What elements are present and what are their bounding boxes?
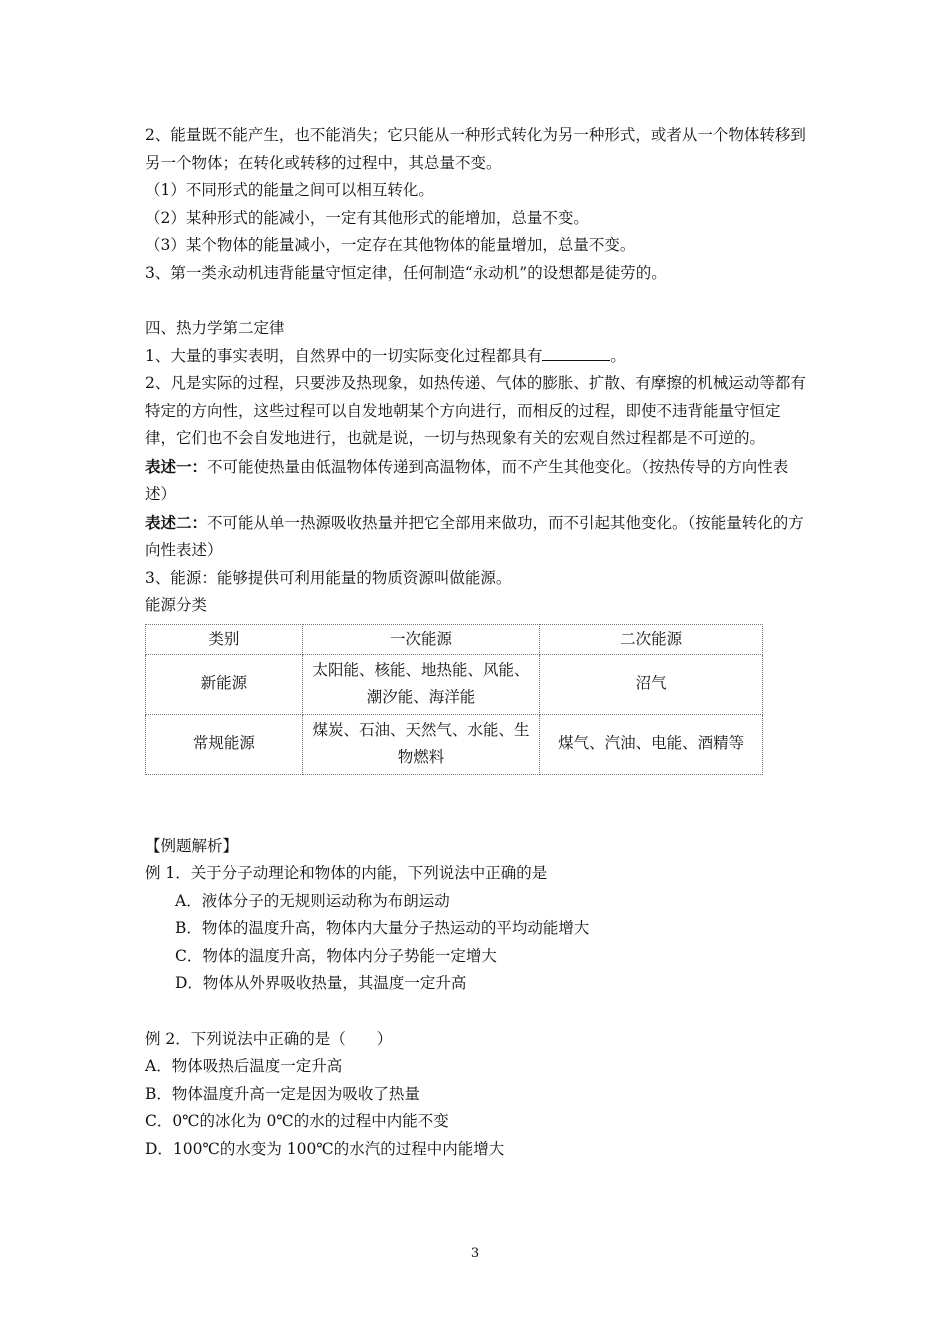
example-1-option-a: A．液体分子的无规则运动称为布朗运动 [175, 891, 450, 910]
point1-end: 。 [610, 346, 626, 365]
statement-two [145, 509, 810, 565]
energy-classification-table [145, 624, 763, 775]
table-row [146, 714, 763, 774]
table-header-row [146, 624, 763, 654]
example-2-option-d: D．100℃的水变为 100℃的水汽的过程中内能增大 [145, 1139, 505, 1158]
examples-heading: 【例题解析】 [145, 836, 239, 855]
second-law-point-2: 2、凡是实际的过程，只要涉及热现象，如热传递、气体的膨胀、扩散、有摩擦的机械运动等都有特定的方向性，这些过程可以自发地朝某个方向进行，而相反的过程，即使不违背能量守恒定律，它们也不会自发地进行，也就是说，一切与热现象有关的宏观自然过程都是不可逆的。 [145, 374, 806, 447]
table-cell: 常规能源 [146, 714, 303, 774]
example-1-option-c: C．物体的温度升高，物体内分子势能一定增大 [175, 946, 497, 965]
example-1-option-b: B．物体的温度升高，物体内大量分子热运动的平均动能增大 [175, 919, 590, 937]
example-2-question: 例 2．下列说法中正确的是（ ） [145, 1029, 393, 1048]
spacer [145, 998, 810, 1026]
law-sub-2: （2）某种形式的能减小，一定有其他形式的能增加，总量不变。 [145, 208, 589, 227]
table-header-cell: 类别 [146, 624, 303, 654]
table-cell: 煤气、汽油、电能、酒精等 [540, 714, 763, 774]
statement-two-text: 不可能从单一热源吸收热量并把它全部用来做功，而不引起其他变化。（按能量转化的方向性表述） [145, 513, 804, 559]
table-cell: 新能源 [146, 654, 303, 714]
spacer [145, 287, 810, 315]
table-cell: 太阳能、核能、地热能、风能、潮汐能、海洋能 [302, 654, 540, 714]
law-point-3: 3、第一类永动机违背能量守恒定律，任何制造“永动机”的设想都是徒劳的。 [145, 263, 667, 282]
table-cell: 沼气 [540, 654, 763, 714]
fill-blank [542, 344, 610, 361]
document-page [145, 122, 810, 1163]
spacer [145, 775, 810, 805]
second-law-point-1 [145, 343, 810, 371]
spacer [145, 805, 810, 833]
example-2-option-b: B．物体温度升高一定是因为吸收了热量 [145, 1084, 420, 1103]
statement-two-label: 表述二： [145, 512, 208, 532]
statement-one-label: 表述一： [145, 456, 208, 476]
table-title: 能源分类 [145, 596, 208, 614]
second-law-point-3: 3、能源：能够提供可利用能量的物质资源叫做能源。 [145, 568, 512, 587]
section-heading: 四、热力学第二定律 [145, 319, 285, 337]
table-header-cell: 一次能源 [302, 624, 540, 654]
law-point-2: 2、能量既不能产生，也不能消失；它只能从一种形式转化为另一种形式，或者从一个物体转移到另一个物体；在转化或转移的过程中，其总量不变。 [145, 126, 806, 172]
point1-text: 1、大量的事实表明，自然界中的一切实际变化过程都具有 [145, 346, 543, 365]
table-header-cell: 二次能源 [540, 624, 763, 654]
example-1-question: 例 1．关于分子动理论和物体的内能，下列说法中正确的是 [145, 864, 548, 882]
example-1-option-d: D．物体从外界吸收热量，其温度一定升高 [175, 974, 467, 992]
page-number: 3 [470, 1246, 480, 1261]
statement-one-text: 不可能使热量由低温物体传递到高温物体，而不产生其他变化。（按热传导的方向性表述） [145, 457, 789, 503]
law-sub-3: （3）某个物体的能量减小，一定存在其他物体的能量增加，总量不变。 [145, 236, 636, 254]
statement-one [145, 453, 810, 509]
table-row [146, 654, 763, 714]
table-cell: 煤炭、石油、天然气、水能、生物燃料 [302, 714, 540, 774]
law-sub-1: （1）不同形式的能量之间可以相互转化。 [145, 181, 434, 199]
example-2-option-c: C．0℃的冰化为 0℃的水的过程中内能不变 [145, 1112, 449, 1130]
example-2-option-a: A．物体吸热后温度一定升高 [145, 1057, 343, 1075]
